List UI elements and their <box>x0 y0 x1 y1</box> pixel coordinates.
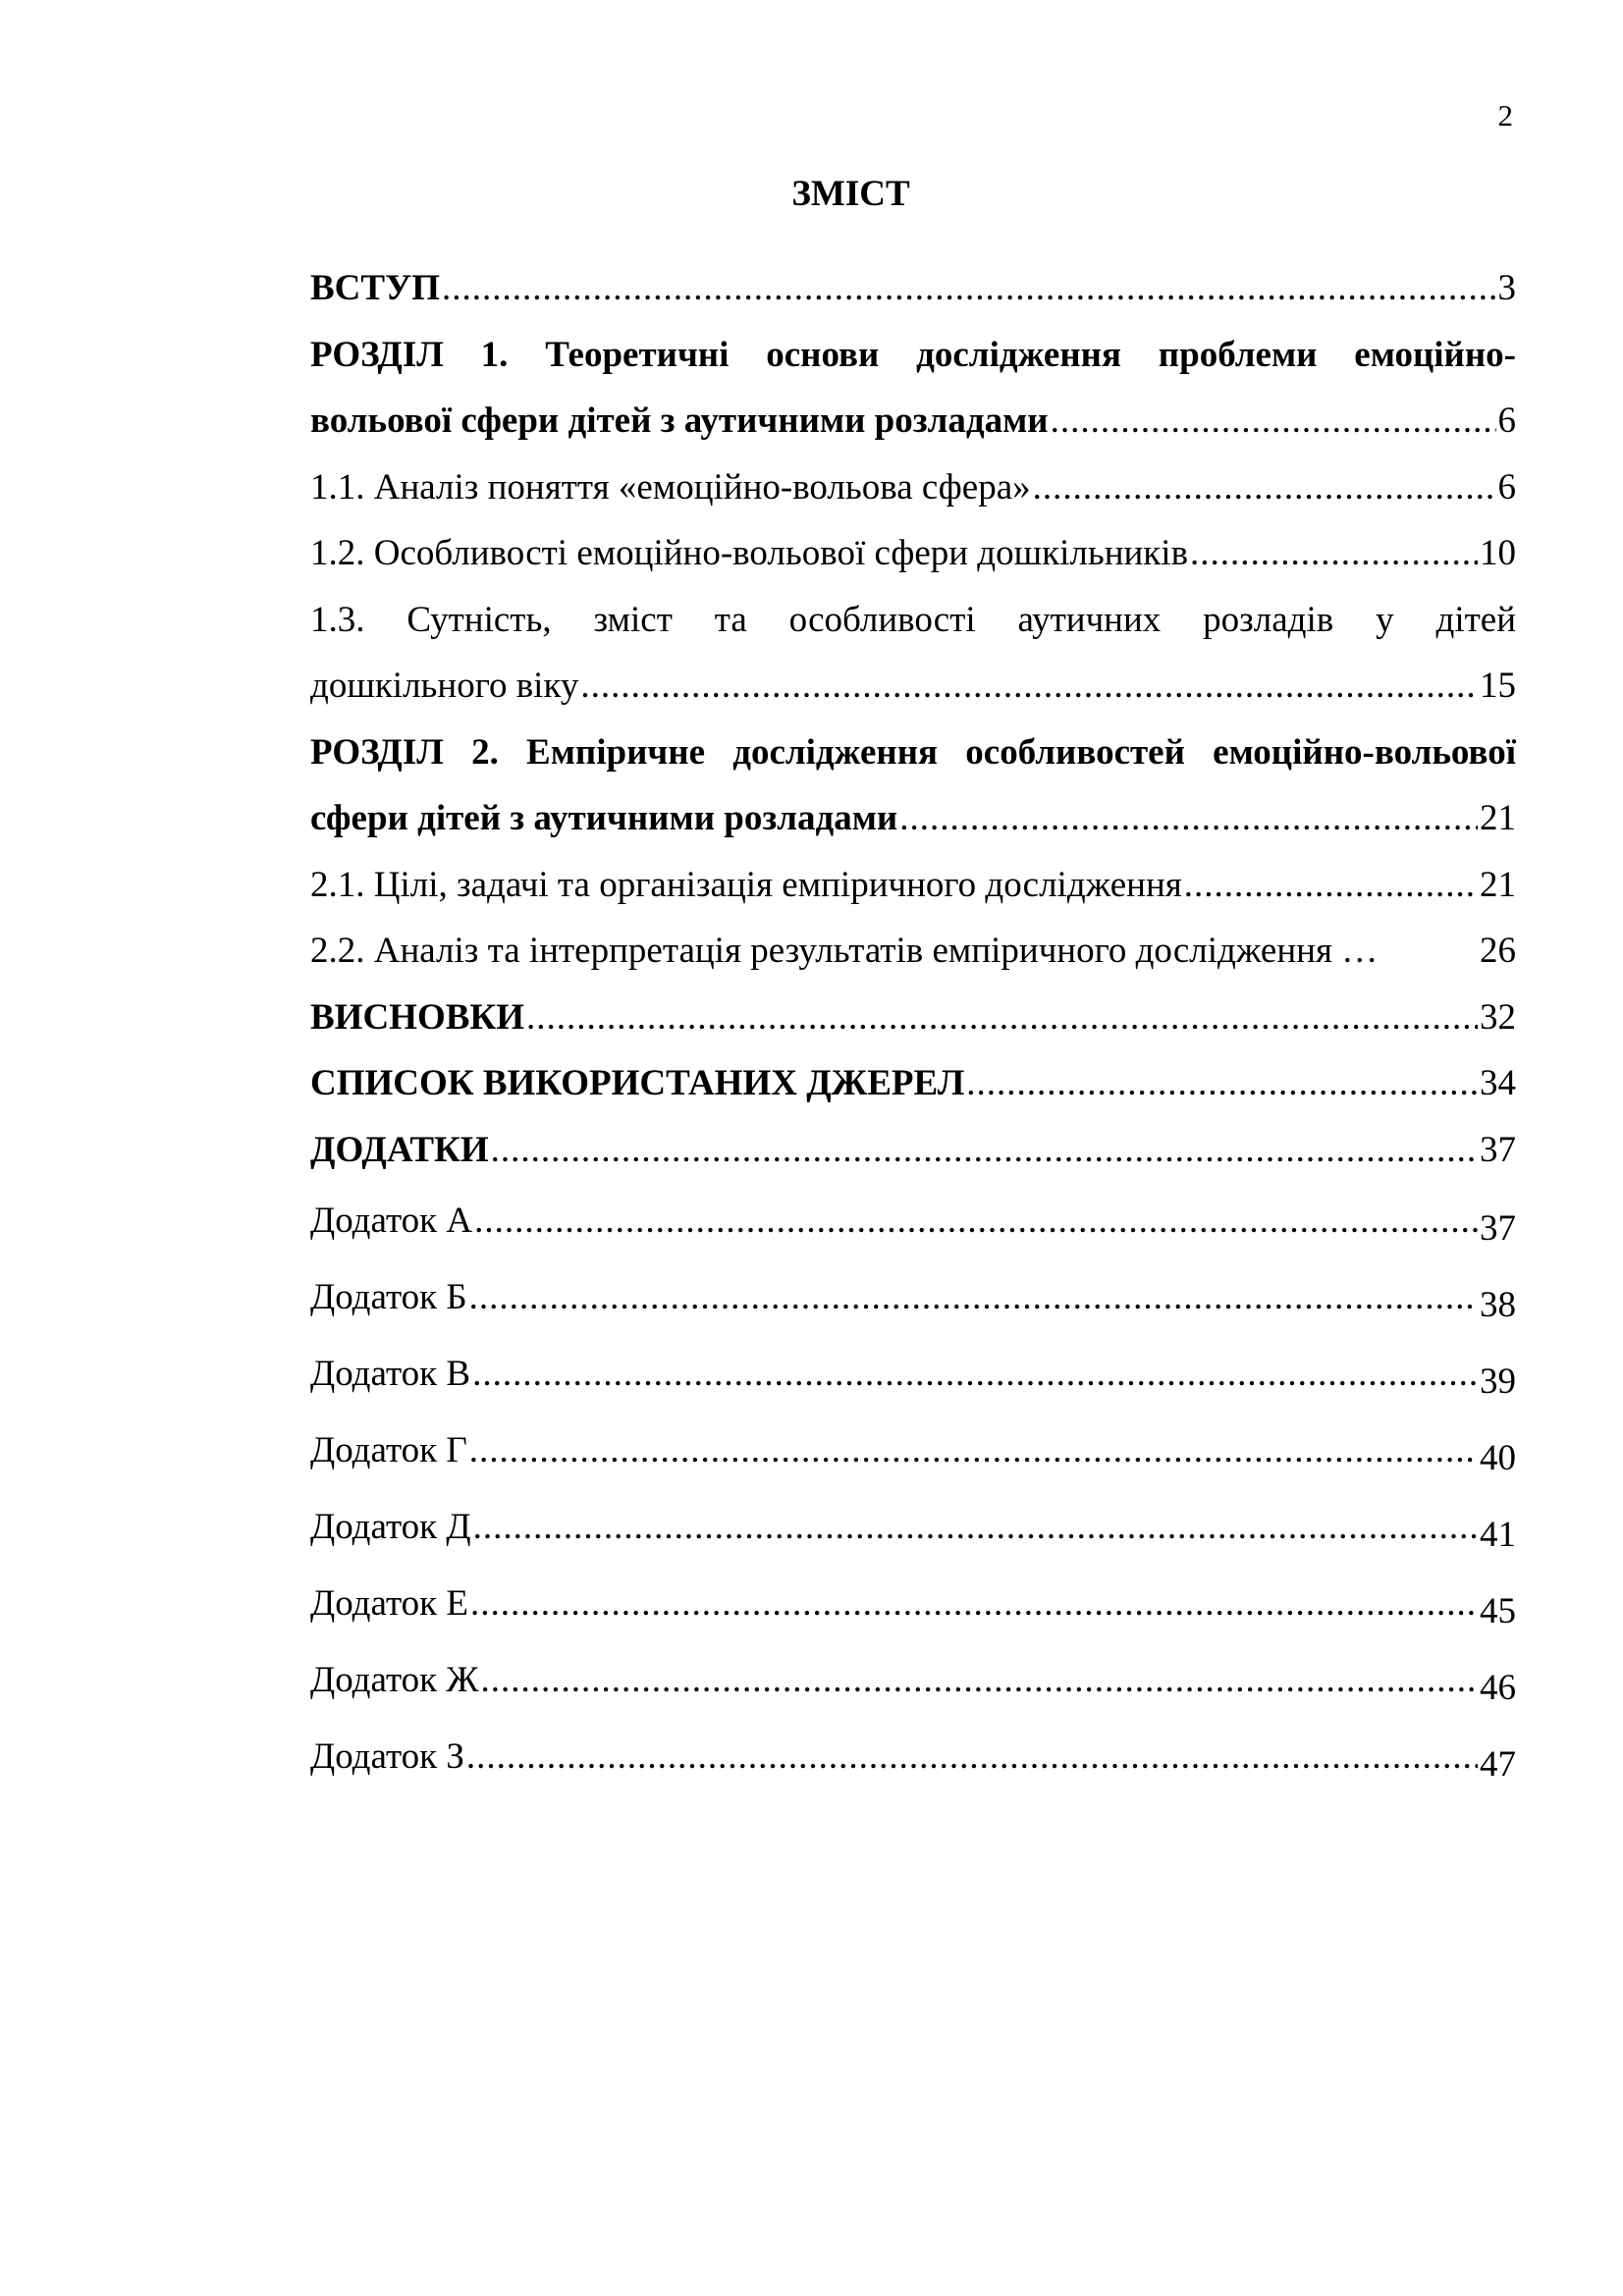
toc-entry-page: 6 <box>1497 466 1516 507</box>
leader-dots <box>1184 852 1478 919</box>
toc-entry-label: ВИСНОВКИ <box>310 996 525 1038</box>
leader-dots <box>966 1050 1478 1117</box>
leader-dots <box>580 653 1478 720</box>
leader-dots <box>1051 388 1496 454</box>
toc-entry-appendix[interactable] <box>310 1336 1516 1413</box>
toc-entry-label: ВСТУП <box>310 268 441 308</box>
toc-entry-page: 37 <box>1480 1208 1516 1249</box>
toc-entry-page: 40 <box>1480 1438 1516 1478</box>
leader-dots <box>1190 520 1478 587</box>
toc-entry-label: 2.1. Цілі, задачі та організація емпіричного дослідження <box>310 864 1182 905</box>
appendix-list <box>310 1183 1516 1795</box>
toc-entry-page: 39 <box>1480 1362 1516 1402</box>
toc-entry-page: 34 <box>1480 1063 1516 1103</box>
leader-dots <box>466 1719 1478 1795</box>
toc-entry-ch2-line1[interactable]: РОЗДІЛ 2. Емпіричне дослідження особливостей емоційно-вольової <box>310 731 1516 773</box>
toc-entry-page: 47 <box>1480 1744 1516 1785</box>
toc-entry-label: Додаток Б <box>310 1277 467 1317</box>
leader-dots <box>474 1183 1478 1259</box>
toc-entry-label: 2.2. Аналіз та інтерпретація результатів емпіричного дослідження … <box>310 931 1379 971</box>
toc-entry-appendices[interactable] <box>310 1117 1516 1184</box>
toc-entry-label: вольової сфери дітей з аутичними розладами <box>310 400 1049 441</box>
toc-entry-1-1[interactable] <box>310 454 1516 521</box>
toc-entry-1-3-line1[interactable]: 1.3. Сутність, зміст та особливості аутичних розладів у дітей <box>310 599 1516 640</box>
toc-entry-label: СПИСОК ВИКОРИСТАНИХ ДЖЕРЕЛ <box>310 1063 965 1103</box>
toc-entry-intro[interactable] <box>310 255 1516 322</box>
toc-entry-2-2[interactable] <box>310 918 1516 985</box>
page-title: ЗМІСТ <box>791 174 910 214</box>
leader-dots <box>491 1117 1478 1184</box>
toc-entry-page: 10 <box>1480 533 1516 573</box>
toc-entry-appendix[interactable] <box>310 1489 1516 1566</box>
toc-entry-label: Додаток Ж <box>310 1660 479 1700</box>
toc-entry-label: дошкільного віку <box>310 666 579 706</box>
toc-entry-page: 6 <box>1497 400 1516 441</box>
toc-entry-page: 41 <box>1480 1515 1516 1555</box>
toc-entry-1-2[interactable] <box>310 520 1516 587</box>
leader-dots <box>526 985 1478 1051</box>
toc-entry-label: Додаток Е <box>310 1583 468 1624</box>
toc-entry-label: Додаток Д <box>310 1507 471 1547</box>
leader-dots <box>899 785 1478 852</box>
toc-entry-appendix[interactable] <box>310 1259 1516 1336</box>
leader-dots <box>472 1336 1478 1413</box>
leader-dots <box>442 255 1495 322</box>
toc-entry-label: сфери дітей з аутичними розладами <box>310 798 898 838</box>
toc-entry-appendix[interactable] <box>310 1642 1516 1719</box>
toc-entry-label: Додаток З <box>310 1736 464 1777</box>
toc-entry-page: 37 <box>1480 1129 1516 1170</box>
toc-entry-page: 21 <box>1480 798 1516 838</box>
toc-entry-conclusions[interactable] <box>310 985 1516 1051</box>
leader-dots <box>470 1566 1478 1642</box>
toc-entry-page: 32 <box>1480 996 1516 1038</box>
toc-entry-ch1[interactable] <box>310 388 1516 454</box>
leader-dots <box>1033 454 1496 521</box>
toc-entry-label: Додаток А <box>310 1201 473 1241</box>
toc-entry-page: 15 <box>1480 666 1516 706</box>
leader-dots <box>481 1642 1478 1719</box>
toc-entry-appendix[interactable] <box>310 1566 1516 1642</box>
toc-entry-appendix[interactable] <box>310 1719 1516 1795</box>
page-number: 2 <box>1497 98 1513 133</box>
toc-entry-label: Додаток Г <box>310 1430 467 1470</box>
toc-entry-ch2[interactable] <box>310 785 1516 852</box>
toc-entry-1-3[interactable] <box>310 653 1516 720</box>
toc-entry-page: 38 <box>1480 1285 1516 1325</box>
toc-entry-ch1-line1[interactable]: РОЗДІЛ 1. Теоретичні основи дослідження проблеми емоційно- <box>310 334 1516 375</box>
toc-entry-label: 1.1. Аналіз поняття «емоційно-вольова сфера» <box>310 466 1031 507</box>
toc-entry-sources[interactable] <box>310 1050 1516 1117</box>
toc-entry-page: 26 <box>1480 931 1516 971</box>
toc-entry-page: 45 <box>1480 1591 1516 1631</box>
toc-entry-page: 3 <box>1497 268 1516 308</box>
table-of-contents <box>310 255 1516 1795</box>
leader-dots <box>469 1259 1478 1336</box>
toc-entry-appendix[interactable] <box>310 1413 1516 1489</box>
toc-entry-2-1[interactable] <box>310 852 1516 919</box>
toc-entry-page: 21 <box>1480 864 1516 905</box>
toc-entry-label: ДОДАТКИ <box>310 1129 489 1170</box>
leader-dots <box>473 1489 1478 1566</box>
toc-entry-label: 1.2. Особливості емоційно-вольової сфери дошкільників <box>310 533 1189 573</box>
toc-entry-appendix[interactable] <box>310 1183 1516 1259</box>
toc-entry-page: 46 <box>1480 1668 1516 1708</box>
leader-dots <box>469 1413 1478 1489</box>
toc-entry-label: Додаток В <box>310 1354 471 1394</box>
